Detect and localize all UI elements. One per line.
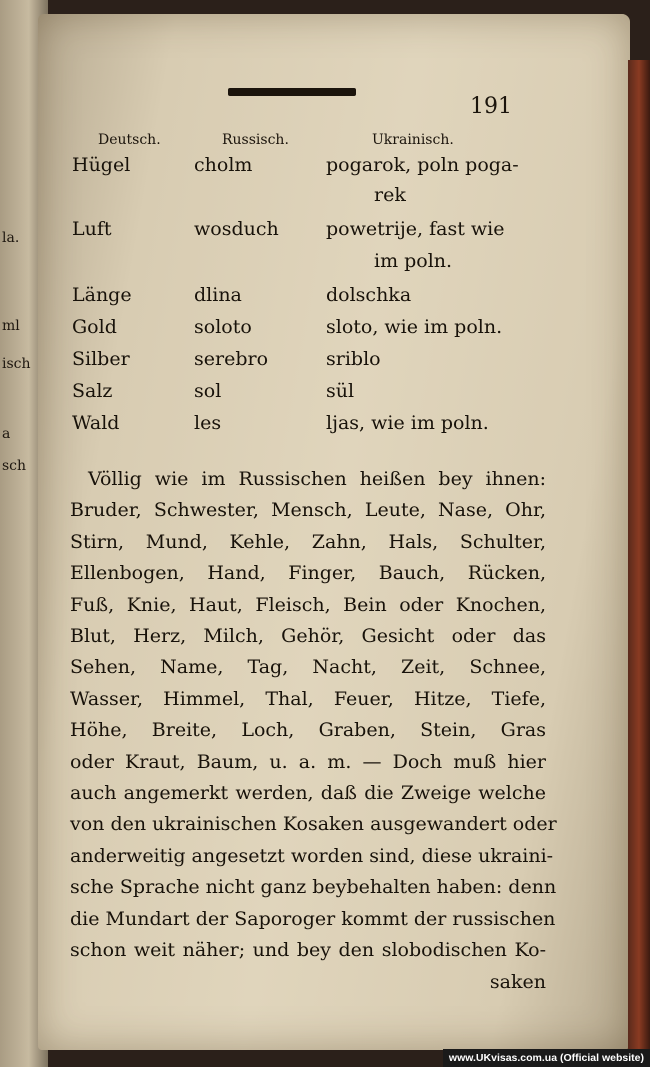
left-page-fragment: ml xyxy=(2,318,20,334)
table-cell-uk-continued: rek xyxy=(374,184,406,206)
table-cell-de: Silber xyxy=(72,348,130,370)
paragraph-line: Wasser, Himmel, Thal, Feuer, Hitze, Tiefe, xyxy=(70,687,546,710)
table-cell-ru: sol xyxy=(194,380,222,402)
table-cell-ru: cholm xyxy=(194,154,253,176)
paragraph-line: die Mundart der Saporoger kommt der russischen xyxy=(70,907,556,930)
table-cell-uk: ljas, wie im poln. xyxy=(326,412,489,434)
website-watermark: www.UKvisas.com.ua (Official website) xyxy=(443,1049,650,1067)
table-cell-de: Gold xyxy=(72,316,117,338)
paragraph-line: Stirn, Mund, Kehle, Zahn, Hals, Schulter, xyxy=(70,530,546,553)
book-spine-edge xyxy=(628,60,650,1050)
page-number: 191 xyxy=(470,94,512,119)
paragraph-line: oder Kraut, Baum, u. a. m. — Doch muß hier xyxy=(70,750,546,773)
paragraph-line: Bruder, Schwester, Mensch, Leute, Nase, Ohr, xyxy=(70,499,546,522)
paragraph-line: Sehen, Name, Tag, Nacht, Zeit, Schnee, xyxy=(70,656,546,679)
column-header-ukrainisch: Ukrainisch. xyxy=(372,132,454,148)
table-cell-uk: sloto, wie im poln. xyxy=(326,316,503,338)
table-cell-uk: dolschka xyxy=(326,284,412,306)
paragraph-line: sche Sprache nicht ganz beybehalten haben: denn xyxy=(70,876,557,899)
body-paragraph xyxy=(70,464,557,998)
paragraph-line: Fuß, Knie, Haut, Fleisch, Bein oder Knochen, xyxy=(70,593,546,616)
table-cell-ru: dlina xyxy=(194,284,242,306)
table-cell-de: Länge xyxy=(72,284,132,306)
column-header-russisch: Russisch. xyxy=(222,132,289,148)
table-cell-de: Wald xyxy=(72,412,120,434)
paragraph-line: Blut, Herz, Milch, Gehör, Gesicht oder das xyxy=(70,625,546,648)
book-page xyxy=(38,14,630,1050)
table-cell-uk: powetrije, fast wie xyxy=(326,218,505,240)
paragraph-line: von den ukrainischen Kosaken ausgewandert oder xyxy=(70,813,557,836)
header-rule xyxy=(228,88,356,96)
paragraph-line: Höhe, Breite, Loch, Graben, Stein, Gras xyxy=(70,719,546,742)
table-cell-uk-continued: im poln. xyxy=(374,250,453,272)
paragraph-line: anderweitig angesetzt worden sind, diese ukraini- xyxy=(70,844,554,867)
table-cell-uk: sriblo xyxy=(326,348,381,370)
table-cell-ru: soloto xyxy=(194,316,252,338)
table-cell-uk: sül xyxy=(326,380,355,402)
paragraph-line: schon weit näher; und bey den slobodischen Ko- xyxy=(70,939,546,962)
paragraph-catchword: saken xyxy=(489,970,546,993)
left-page-fragment: a xyxy=(2,426,11,442)
paragraph-line: Völlig wie im Russischen heißen bey ihnen: xyxy=(88,468,546,490)
table-cell-de: Luft xyxy=(72,218,112,240)
table-cell-ru: wosduch xyxy=(194,218,279,240)
table-cell-de: Hügel xyxy=(72,154,131,176)
table-cell-ru: serebro xyxy=(194,348,269,370)
column-header-deutsch: Deutsch. xyxy=(98,132,161,148)
paragraph-line: auch angemerkt werden, daß die Zweige welche xyxy=(70,782,546,805)
left-page-fragment: isch xyxy=(2,356,31,372)
paragraph-line: Ellenbogen, Hand, Finger, Bauch, Rücken, xyxy=(70,562,546,585)
left-page-fragment: sch xyxy=(2,458,27,474)
table-cell-uk: pogarok, poln poga- xyxy=(326,154,519,176)
table-cell-de: Salz xyxy=(72,380,113,402)
left-page-fragment: la. xyxy=(2,230,20,246)
table-cell-ru: les xyxy=(194,412,222,434)
